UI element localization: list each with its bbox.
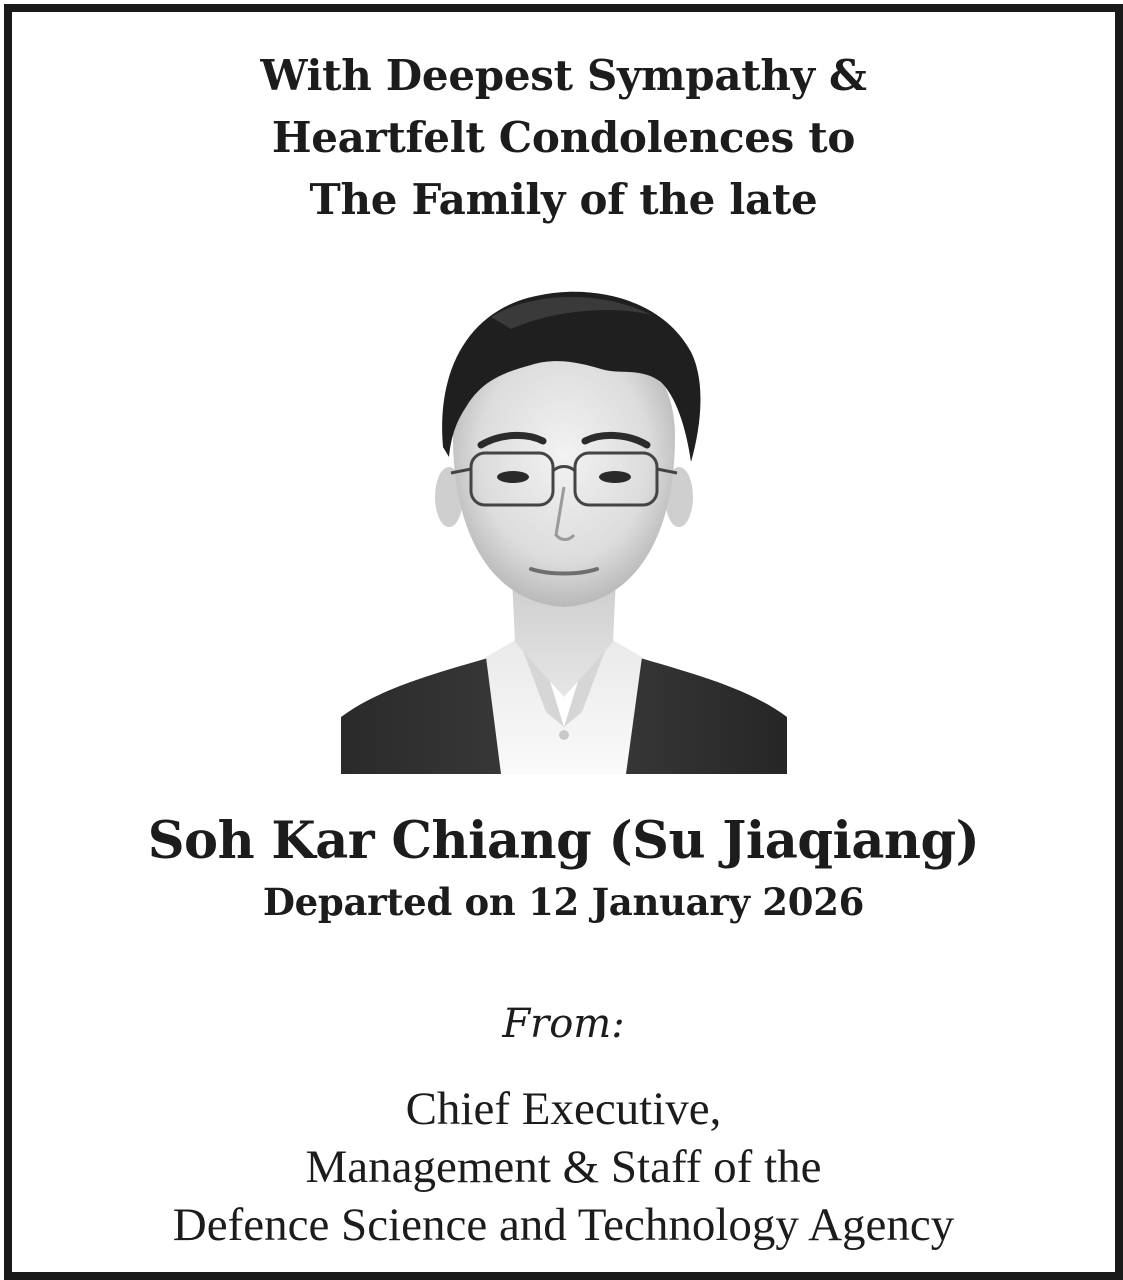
sender-line-2: Management & Staff of the (305, 1141, 822, 1193)
departed-date: Departed on 12 January 2026 (262, 880, 865, 924)
deceased-name: Soh Kar Chiang (Su Jiaqiang) (147, 811, 980, 871)
heading-line-1: With Deepest Sympathy & (260, 51, 867, 100)
heading-line-3: The Family of the late (309, 175, 818, 224)
sender-line-1: Chief Executive, (405, 1083, 722, 1135)
heading-line-2: Heartfelt Condolences to (271, 113, 856, 162)
sender-line-3: Defence Science and Technology Agency (172, 1199, 955, 1251)
from-label: From: (502, 1001, 625, 1047)
portrait-photo (341, 257, 787, 774)
condolence-notice (4, 4, 1123, 1280)
